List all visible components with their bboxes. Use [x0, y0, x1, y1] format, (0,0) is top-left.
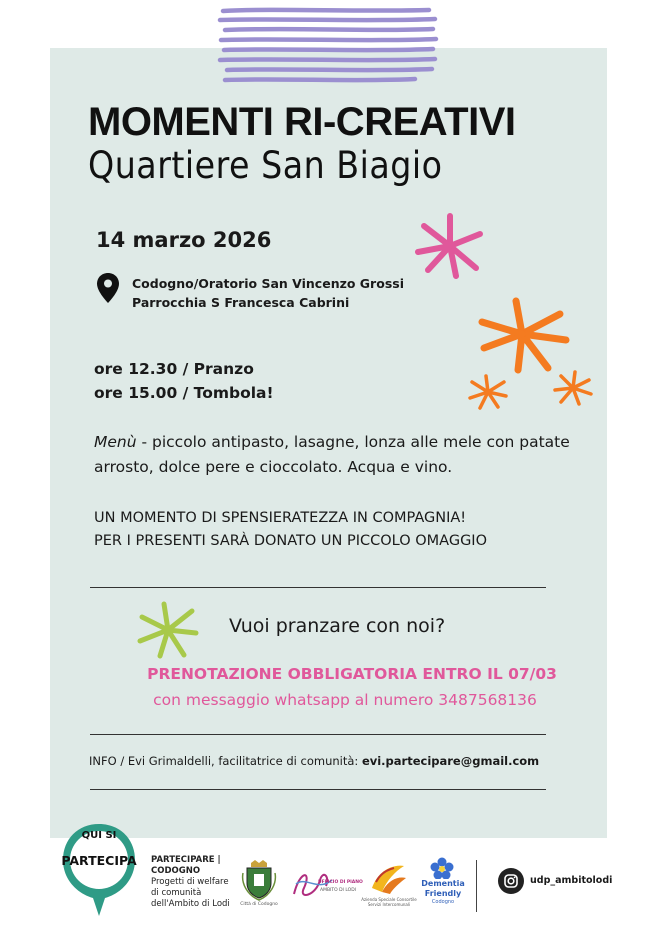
badge-text-bottom: PARTECIPA — [61, 853, 137, 868]
codogno-crest-logo — [241, 859, 277, 901]
announcement — [94, 507, 487, 553]
location-pin-icon — [96, 272, 120, 304]
event-date: 14 marzo 2026 — [96, 228, 272, 252]
org-name-1: PARTECIPARE | — [151, 855, 221, 865]
ufficio-di-piano-subcaption: AMBITO DI LODI — [320, 888, 356, 893]
info-email[interactable]: evi.partecipare@gmail.com — [361, 754, 540, 768]
lunch-question: Vuoi pranzare con noi? — [229, 615, 446, 637]
instagram-handle[interactable]: udp_ambitolodi — [530, 875, 613, 886]
dementia-caption-3: Codogno — [431, 899, 455, 905]
org-description — [151, 855, 230, 910]
dementia-caption-2: Friendly — [424, 889, 462, 898]
orange-star-small-icon — [468, 374, 508, 410]
location-line-1: Codogno/Oratorio San Vincenzo Grossi — [132, 276, 404, 291]
booking-whatsapp: con messaggio whatsapp al numero 3487568136 — [153, 691, 537, 709]
org-desc-3: dell'Ambito di Lodi — [151, 899, 230, 909]
dementia-caption-1: Dementia — [421, 879, 465, 888]
announcement-line-2: PER I PRESENTI SARÀ DONATO UN PICCOLO OMAGGIO — [94, 533, 488, 549]
org-desc-2: di comunità — [151, 888, 202, 898]
azienda-caption: Azienda Speciale Consortile Servizi Intercomunali — [361, 897, 417, 907]
booking-required: PRENOTAZIONE OBBLIGATORIA ENTRO IL 07/03 — [147, 665, 557, 683]
green-star-icon — [136, 601, 200, 659]
org-name-2: CODOGNO — [151, 866, 201, 876]
menu-description — [94, 430, 594, 480]
info-prefix: INFO / Evi Grimaldelli, facilitatrice di comunità: — [89, 754, 362, 768]
footer-separator — [476, 860, 477, 912]
divider — [90, 789, 546, 790]
azienda-speciale-logo — [368, 860, 408, 896]
schedule-tombola: ore 15.00 / Tombola! — [94, 384, 274, 402]
event-schedule — [94, 357, 274, 405]
org-desc-1: Progetti di welfare — [151, 877, 229, 887]
event-location — [132, 274, 404, 312]
orange-star-small-icon — [553, 370, 593, 406]
menu-text: - piccolo antipasto, lasagne, lonza alle mele con patate arrosto, dolce pere e cioccolato. Acqua e vino. — [94, 433, 570, 476]
decorative-stripes — [215, 6, 440, 86]
codogno-caption: Città di Codogno — [240, 902, 278, 907]
ufficio-di-piano-caption: UFFICIO DI PIANO — [318, 880, 363, 885]
title-main: MOMENTI RI-CREATIVI — [88, 100, 516, 144]
badge-text-top: QUI SI — [81, 830, 117, 841]
instagram-icon[interactable] — [498, 868, 524, 894]
info-contact — [89, 754, 539, 768]
schedule-lunch: ore 12.30 / Pranzo — [94, 360, 254, 378]
announcement-line-1: UN MOMENTO DI SPENSIERATEZZA IN COMPAGNIA! — [94, 510, 467, 526]
menu-label: Menù — [94, 433, 137, 451]
location-line-2: Parrocchia S Francesca Cabrini — [132, 295, 350, 310]
title-subtitle: Quartiere San Biagio — [88, 144, 443, 187]
divider — [90, 734, 546, 735]
divider — [90, 587, 546, 588]
orange-star-large-icon — [476, 296, 570, 374]
pink-star-icon — [414, 212, 486, 280]
forget-me-not-icon — [430, 857, 454, 879]
